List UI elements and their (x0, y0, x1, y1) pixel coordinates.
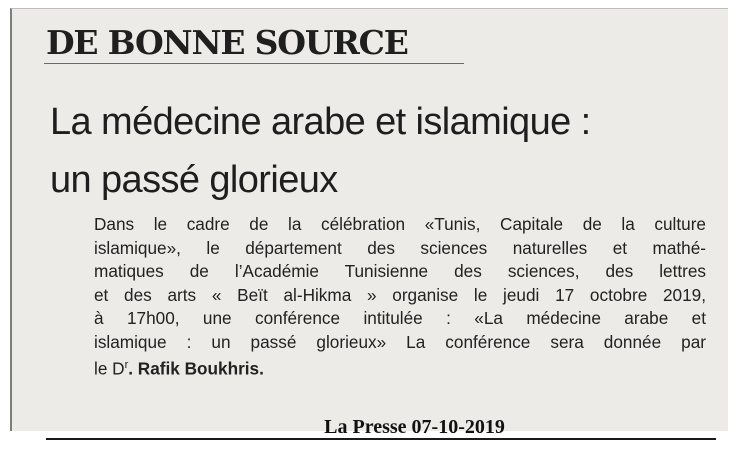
headline-line-1: La médecine arabe et islamique : (50, 101, 591, 143)
body-line-1: Dans le cadre de la célébration «Tunis, Capitale de la culture (94, 214, 706, 234)
body-line-7 (94, 354, 706, 381)
body-line-4: et des arts « Beït al-Hikma » organise le jeudi 17 octobre 2019, (94, 284, 706, 305)
body-line-7-superscript: r (124, 359, 129, 371)
body-line-7-prefix: le D (94, 358, 125, 379)
speaker-name: . Rafik Boukhris. (128, 358, 264, 379)
article-body (94, 213, 706, 381)
body-line-3: matiques de l’Académie Tunisienne des sciences, des lettres (94, 261, 706, 281)
rubric-underline (44, 63, 464, 64)
rubric-title: DE BONNE SOURCE (46, 23, 408, 62)
body-line-2: islamique», le département des sciences naturelles et mathé- (94, 237, 706, 258)
body-line-5: à 17h00, une conférence intitulée : «La médecine arabe et (94, 308, 706, 328)
headline-line-2: un passé glorieux (50, 159, 338, 201)
newspaper-clipping (10, 8, 728, 431)
article-headline (50, 93, 591, 209)
source-rule (46, 438, 716, 440)
body-line-6: islamique : un passé glorieux» La conférence sera donnée par (94, 331, 706, 352)
source-caption: La Presse 07-10-2019 (324, 416, 505, 438)
